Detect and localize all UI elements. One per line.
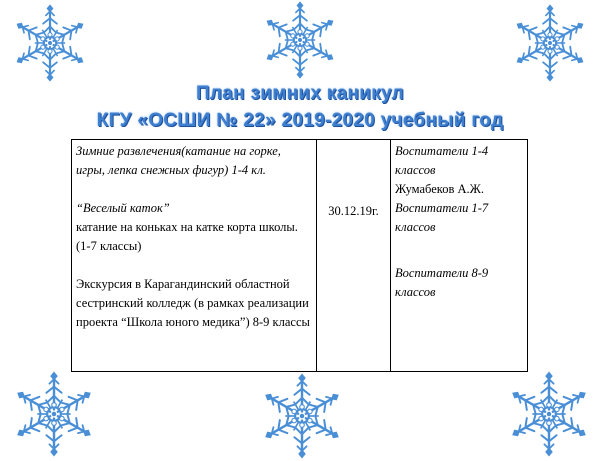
responsible-4: Воспитатели 8-9 классов: [395, 266, 489, 299]
snowflake-icon: [258, 372, 346, 460]
date-cell: 30.12.19г.: [317, 140, 391, 372]
snowflake-icon: [260, 0, 340, 80]
table-row: [72, 140, 528, 372]
activity-excursion: Экскурсия в Карагандинский областной сестринский колледж (в рамках реализации проекта “Школа юного медика”) 8-9 классы: [76, 277, 310, 329]
page-title: План зимних каникул: [195, 83, 405, 104]
activities-cell: [72, 140, 317, 372]
activity-skating-desc: катание на коньках на катке корта школы. (1-7 классы): [76, 220, 298, 253]
responsible-1: Воспитатели 1-4 классов: [395, 144, 489, 177]
activity-winter-fun: Зимние развлечения(катание на горке, игры, лепка снежных фигур) 1-4 кл.: [76, 144, 281, 177]
responsible-2: Жумабеков А.Ж.: [395, 182, 484, 196]
responsible-cell: [391, 140, 528, 372]
snowflake-icon: [10, 3, 90, 83]
activity-skating-title: “Веселый каток”: [76, 201, 170, 215]
page-subtitle: КГУ «ОСШИ № 22» 2019-2020 учебный год: [96, 110, 504, 131]
snowflake-icon: [10, 370, 98, 458]
snowflake-icon: [505, 370, 593, 458]
plan-table: [71, 139, 528, 372]
snowflake-icon: [510, 3, 590, 83]
responsible-3: Воспитатели 1-7 классов: [395, 201, 489, 234]
